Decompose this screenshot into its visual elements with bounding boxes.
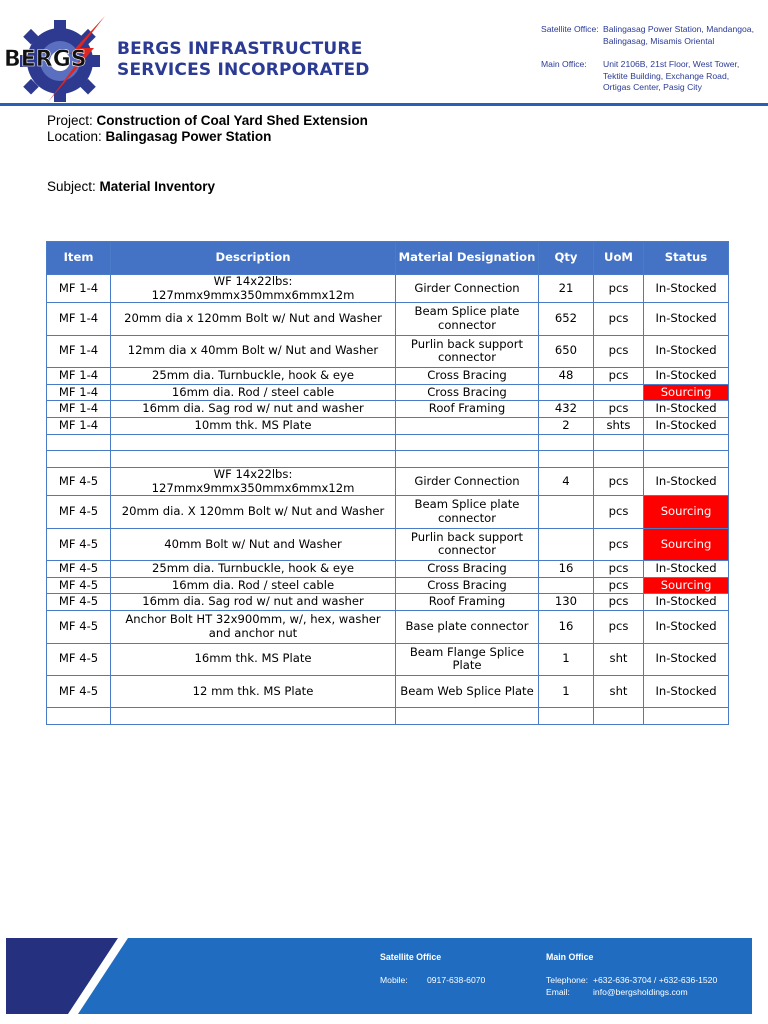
status-cell-sourcing: Sourcing [644,528,729,560]
description-cell: 12 mm thk. MS Plate [111,675,396,707]
column-header-material-designation: Material Designation [396,242,539,275]
designation-cell: Roof Framing [396,401,539,418]
table-row [47,611,729,643]
uom-cell: pcs [594,335,644,367]
column-header-description: Description [111,242,396,275]
item-cell: MF 4-5 [47,675,111,707]
location-value: Balingasag Power Station [105,129,272,144]
designation-cell: Girder Connection [396,468,539,496]
header-divider [0,103,768,106]
item-cell: MF 1-4 [47,335,111,367]
qty-cell: 2 [539,418,594,435]
table-header-row [47,242,729,275]
designation-cell: Beam Splice plate connector [396,496,539,528]
designation-cell: Girder Connection [396,275,539,303]
item-cell: MF 1-4 [47,384,111,401]
status-cell-sourcing: Sourcing [644,384,729,401]
qty-cell: 432 [539,401,594,418]
uom-cell: pcs [594,528,644,560]
footer-band [6,938,752,1014]
item-cell: MF 1-4 [47,418,111,435]
main-office-label: Main Office: [541,59,587,69]
description-cell: Anchor Bolt HT 32x900mm, w/, hex, washer and anchor nut [111,611,396,643]
designation-cell: Purlin back support connector [396,335,539,367]
item-cell: MF 4-5 [47,577,111,594]
item-cell: MF 1-4 [47,367,111,384]
main-address-line: Tektite Building, Exchange Road, [603,70,730,81]
status-cell: In-Stocked [644,401,729,418]
main-address-line: Unit 2106B, 21st Floor, West Tower, [603,59,740,69]
status-cell: In-Stocked [644,468,729,496]
designation-cell: Cross Bracing [396,561,539,578]
bergs-gear-logo [0,14,112,104]
table-row [47,561,729,578]
table-row [47,275,729,303]
qty-cell: 48 [539,367,594,384]
location-label: Location: [47,129,106,144]
item-cell: MF 4-5 [47,643,111,675]
description-cell: 16mm dia. Sag rod w/ nut and washer [111,594,396,611]
location-line [47,129,271,145]
status-cell: In-Stocked [644,643,729,675]
status-cell: In-Stocked [644,675,729,707]
table-row [47,384,729,401]
status-cell: In-Stocked [644,594,729,611]
table-row [47,528,729,560]
footer-main-heading: Main Office [546,952,594,962]
satellite-address-line: Balingasag, Misamis Oriental [603,35,715,46]
qty-cell [539,496,594,528]
status-cell: In-Stocked [644,367,729,384]
footer-telephone-value: +632-636-3704 / +632-636-1520 [593,975,718,985]
footer-mobile-value: 0917-638-6070 [427,975,486,985]
uom-cell: pcs [594,367,644,384]
column-header-item: Item [47,242,111,275]
table-row [47,675,729,707]
description-cell: 16mm dia. Sag rod w/ nut and washer [111,401,396,418]
company-name [117,39,370,81]
qty-cell [539,384,594,401]
description-cell: 12mm dia x 40mm Bolt w/ Nut and Washer [111,335,396,367]
qty-cell [539,577,594,594]
uom-cell: pcs [594,401,644,418]
item-cell: MF 1-4 [47,401,111,418]
table-row [47,643,729,675]
description-cell: 16mm dia. Rod / steel cable [111,384,396,401]
item-cell: MF 1-4 [47,303,111,335]
logo-text: BERGS [4,47,87,72]
qty-cell [539,528,594,560]
item-cell: MF 4-5 [47,594,111,611]
qty-cell: 130 [539,594,594,611]
qty-cell: 16 [539,561,594,578]
status-cell: In-Stocked [644,611,729,643]
table-row [47,418,729,435]
item-cell: MF 4-5 [47,528,111,560]
qty-cell: 4 [539,468,594,496]
company-name-line1: BERGS INFRASTRUCTURE [117,39,363,59]
item-cell: MF 4-5 [47,496,111,528]
description-cell: 40mm Bolt w/ Nut and Washer [111,528,396,560]
empty-row [47,434,729,451]
designation-cell [396,418,539,435]
description-cell: WF 14x22lbs: 127mmx9mmx350mmx6mmx12m [111,468,396,496]
table-row [47,594,729,611]
qty-cell: 16 [539,611,594,643]
table-row [47,577,729,594]
satellite-address-line: Balingasag Power Station, Mandangoa, [603,24,754,34]
project-line [47,113,368,129]
description-cell: 10mm thk. MS Plate [111,418,396,435]
letterhead [0,0,768,108]
designation-cell: Cross Bracing [396,367,539,384]
uom-cell: sht [594,643,644,675]
table-row [47,335,729,367]
column-header-status: Status [644,242,729,275]
designation-cell: Roof Framing [396,594,539,611]
uom-cell: pcs [594,468,644,496]
uom-cell: pcs [594,496,644,528]
main-address-line: Ortigas Center, Pasig City [603,82,702,92]
uom-cell [594,384,644,401]
footer-email-value: info@bergsholdings.com [593,987,688,997]
qty-cell: 650 [539,335,594,367]
qty-cell: 1 [539,675,594,707]
qty-cell: 21 [539,275,594,303]
uom-cell: pcs [594,594,644,611]
uom-cell: pcs [594,275,644,303]
description-cell: WF 14x22lbs: 127mmx9mmx350mmx6mmx12m [111,275,396,303]
item-cell: MF 4-5 [47,468,111,496]
item-cell: MF 4-5 [47,561,111,578]
description-cell: 16mm thk. MS Plate [111,643,396,675]
company-name-line2: SERVICES INCORPORATED [117,60,370,80]
status-cell: In-Stocked [644,275,729,303]
designation-cell: Base plate connector [396,611,539,643]
column-header-uom: UoM [594,242,644,275]
designation-cell: Purlin back support connector [396,528,539,560]
footer-mobile-label: Mobile: [380,975,408,985]
uom-cell: sht [594,675,644,707]
footer-satellite-heading: Satellite Office [380,952,442,962]
table-row [47,367,729,384]
uom-cell: pcs [594,577,644,594]
satellite-office-label: Satellite Office: [541,24,599,34]
status-cell: In-Stocked [644,561,729,578]
subject-label: Subject: [47,179,100,194]
qty-cell: 652 [539,303,594,335]
project-value: Construction of Coal Yard Shed Extension [96,113,368,128]
qty-cell: 1 [539,643,594,675]
table-row [47,303,729,335]
description-cell: 20mm dia. X 120mm Bolt w/ Nut and Washer [111,496,396,528]
designation-cell: Beam Flange Splice Plate [396,643,539,675]
uom-cell: pcs [594,611,644,643]
column-header-qty: Qty [539,242,594,275]
empty-row [47,708,729,725]
designation-cell: Beam Web Splice Plate [396,675,539,707]
status-cell-sourcing: Sourcing [644,496,729,528]
uom-cell: pcs [594,561,644,578]
designation-cell: Beam Splice plate connector [396,303,539,335]
item-cell: MF 4-5 [47,611,111,643]
status-cell: In-Stocked [644,303,729,335]
subject-line [47,179,215,195]
status-cell: In-Stocked [644,335,729,367]
designation-cell: Cross Bracing [396,577,539,594]
empty-row [47,451,729,468]
status-cell: In-Stocked [644,418,729,435]
description-cell: 25mm dia. Turnbuckle, hook & eye [111,367,396,384]
description-cell: 25mm dia. Turnbuckle, hook & eye [111,561,396,578]
description-cell: 20mm dia x 120mm Bolt w/ Nut and Washer [111,303,396,335]
description-cell: 16mm dia. Rod / steel cable [111,577,396,594]
footer-telephone-label: Telephone: [546,975,589,985]
uom-cell: pcs [594,303,644,335]
project-label: Project: [47,113,97,128]
designation-cell: Cross Bracing [396,384,539,401]
status-cell-sourcing: Sourcing [644,577,729,594]
subject-value: Material Inventory [99,179,216,194]
material-inventory-table [46,241,729,725]
item-cell: MF 1-4 [47,275,111,303]
table-row [47,468,729,496]
footer-email-label: Email: [546,987,570,997]
table-row [47,496,729,528]
table-row [47,401,729,418]
uom-cell: shts [594,418,644,435]
